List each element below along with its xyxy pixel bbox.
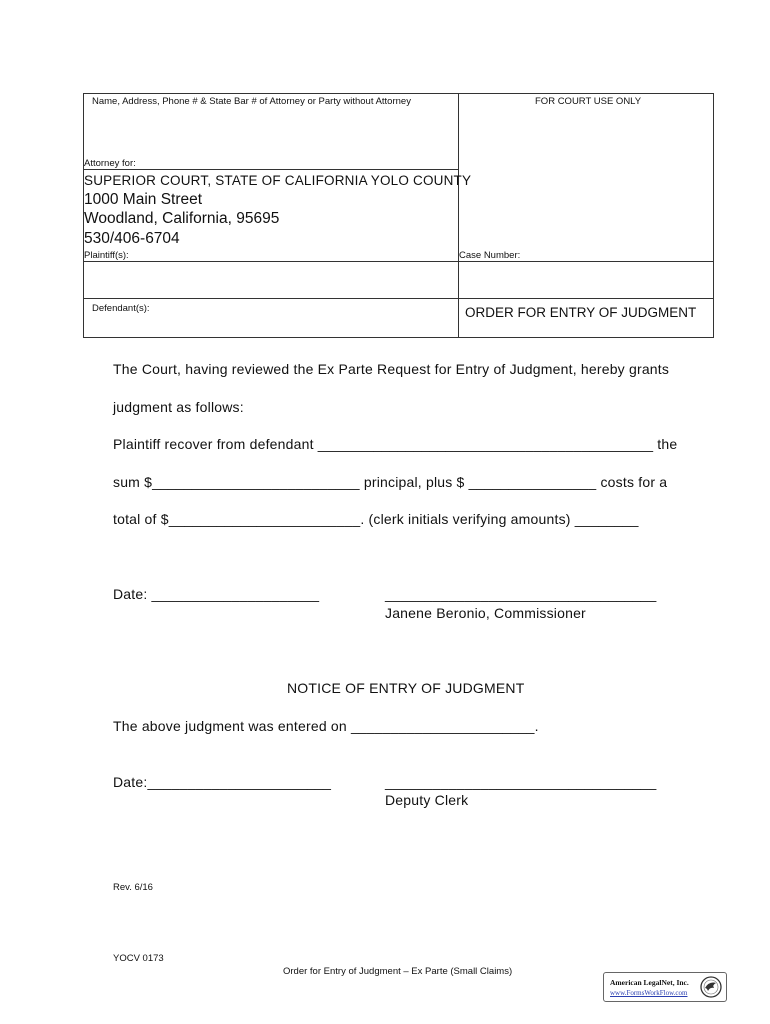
- deputy-clerk-label: Deputy Clerk: [385, 792, 469, 808]
- court-use-label: FOR COURT USE ONLY: [535, 96, 642, 107]
- order-line-2: judgment as follows:: [113, 399, 244, 415]
- plaintiff-row-divider: [83, 261, 714, 262]
- plaintiffs-label: Plaintiff(s):: [84, 250, 129, 261]
- header-box-bottom-border: [83, 337, 714, 338]
- revision-label: Rev. 6/16: [113, 882, 153, 893]
- form-title: Order for Entry of Judgment – Ex Parte (Small Claims): [283, 966, 513, 977]
- attorney-court-divider: [83, 169, 459, 170]
- court-phone: 530/406-6704: [84, 230, 180, 247]
- document-title: ORDER FOR ENTRY OF JUDGMENT: [465, 305, 697, 320]
- commissioner-signature-line: __________________________________: [385, 586, 657, 602]
- eagle-seal-icon: [700, 976, 722, 998]
- form-number: YOCV 0173: [113, 953, 164, 964]
- commissioner-name: Janene Beronio, Commissioner: [385, 605, 586, 621]
- order-line-1: The Court, having reviewed the Ex Parte Request for Entry of Judgment, hereby grants: [113, 361, 670, 377]
- american-legalnet-logo[interactable]: [603, 972, 727, 1002]
- order-line-4: sum $__________________________ principal, plus $ ________________ costs for a: [113, 474, 668, 490]
- case-number-label: Case Number:: [459, 250, 521, 261]
- order-date-line: Date: _____________________: [113, 586, 320, 602]
- court-name: SUPERIOR COURT, STATE OF CALIFORNIA YOLO COUNTY: [84, 173, 472, 188]
- defendants-label: Defendant(s):: [92, 303, 150, 314]
- court-city: Woodland, California, 95695: [84, 210, 280, 227]
- notice-title: NOTICE OF ENTRY OF JUDGMENT: [287, 680, 525, 696]
- header-box-top-border: [83, 93, 714, 94]
- order-line-5: total of $________________________. (clerk initials verifying amounts) ________: [113, 511, 639, 527]
- notice-date-line: Date:_______________________: [113, 774, 332, 790]
- court-street: 1000 Main Street: [84, 191, 203, 208]
- attorney-box-label: Name, Address, Phone # & State Bar # of Attorney or Party without Attorney: [92, 96, 411, 107]
- clerk-signature-line: __________________________________: [385, 774, 657, 790]
- attorney-for-label: Attorney for:: [84, 158, 136, 169]
- defendant-row-divider: [83, 298, 714, 299]
- order-line-3: Plaintiff recover from defendant __________________________________________ the: [113, 436, 678, 452]
- header-box-middle-divider: [458, 93, 459, 338]
- logo-company-name: American LegalNet, Inc.: [610, 978, 689, 987]
- logo-website-link[interactable]: www.FormsWorkFlow.com: [610, 989, 688, 997]
- header-box-right-border: [713, 93, 714, 338]
- notice-entered-line: The above judgment was entered on _______________________.: [113, 718, 539, 734]
